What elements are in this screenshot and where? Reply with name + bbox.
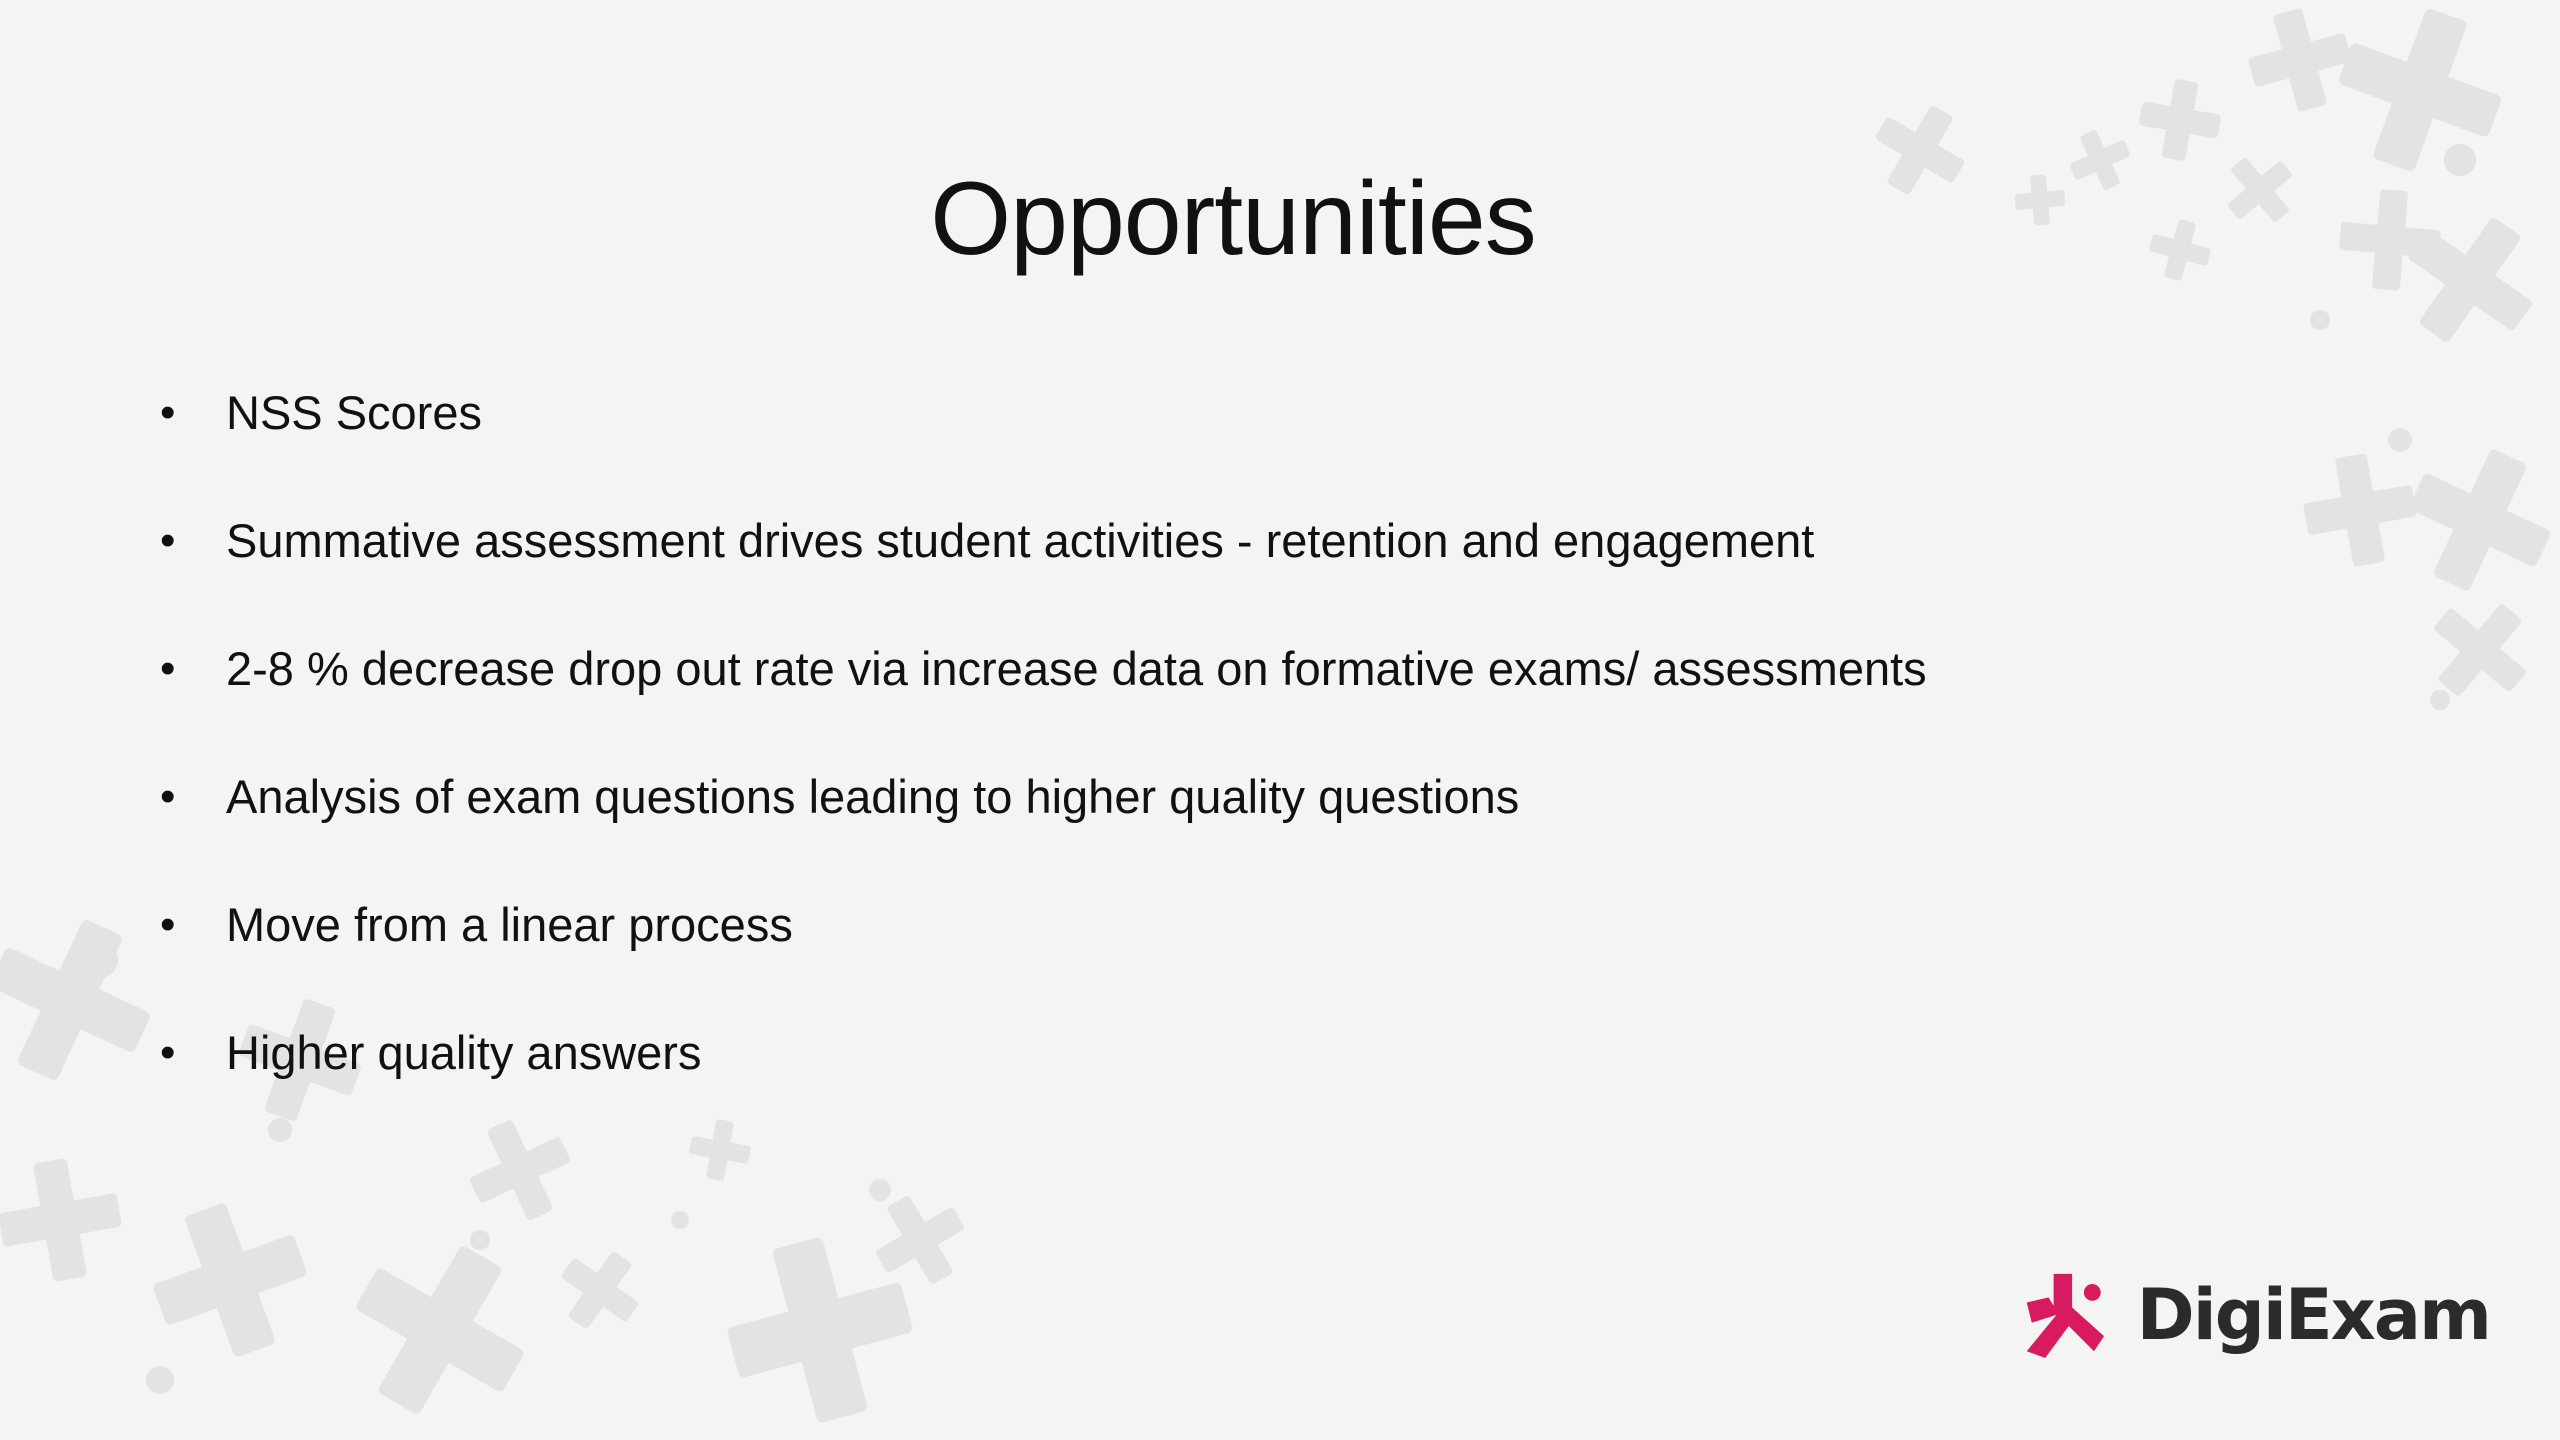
bullet-icon: • <box>160 516 176 565</box>
bullet-list <box>160 375 1927 1143</box>
digiexam-x-logo-icon <box>2020 1258 2117 1373</box>
bullet-text: Summative assessment drives student activities - retention and engagement <box>226 514 1815 567</box>
bullet-icon: • <box>160 900 176 949</box>
bullet-icon: • <box>160 388 176 437</box>
bullet-icon: • <box>160 772 176 821</box>
bullet-text: 2-8 % decrease drop out rate via increase data on formative exams/ assessments <box>226 642 1927 695</box>
list-item <box>160 631 1927 759</box>
bullet-icon: • <box>160 1028 176 1077</box>
bullet-text: Higher quality answers <box>226 1026 702 1079</box>
list-item <box>160 759 1927 887</box>
list-item <box>160 887 1927 1015</box>
list-item <box>160 375 1927 503</box>
list-item <box>160 1015 1927 1143</box>
slide-title: Opportunities <box>930 161 1536 277</box>
bullet-icon: • <box>160 644 176 693</box>
bullet-text: NSS Scores <box>226 386 482 439</box>
digiexam-logo <box>2020 1255 2490 1375</box>
logo-text: DigiExam <box>2136 1274 2490 1356</box>
bullet-text: Move from a linear process <box>226 898 793 951</box>
bullet-text: Analysis of exam questions leading to higher quality questions <box>226 770 1520 823</box>
list-item <box>160 503 1927 631</box>
